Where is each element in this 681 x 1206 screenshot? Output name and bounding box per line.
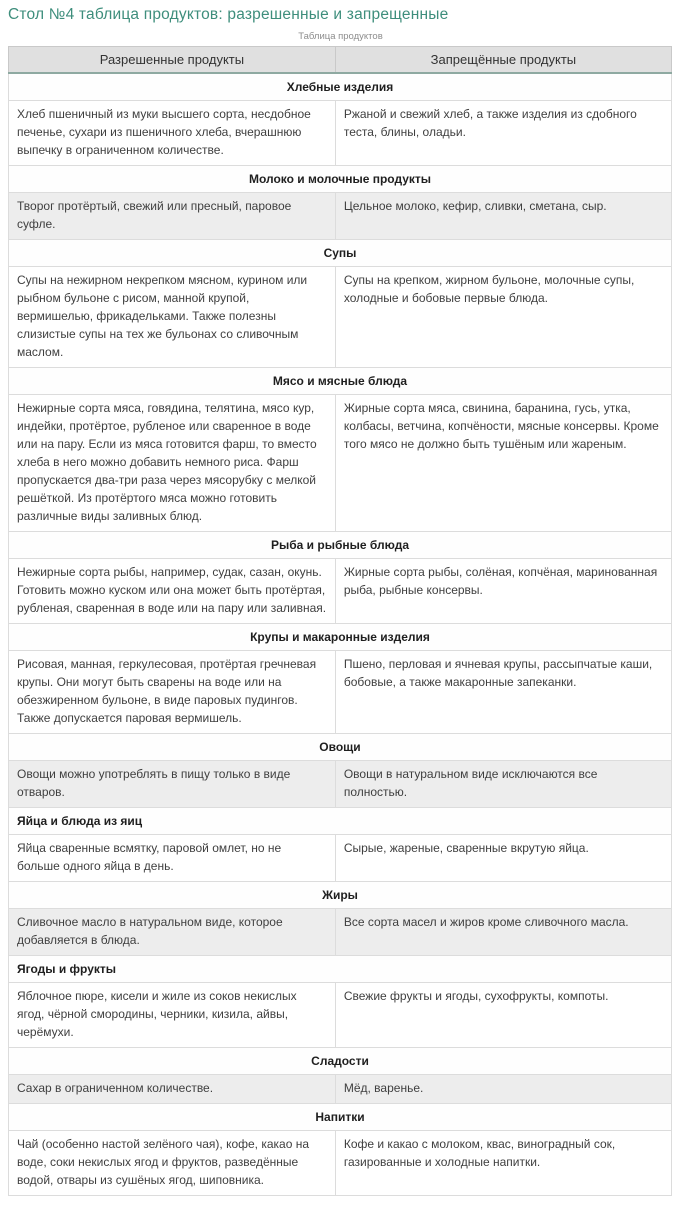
- section-header: Молоко и молочные продукты: [9, 166, 672, 193]
- data-row: [9, 761, 672, 808]
- section-header: Мясо и мясные блюда: [9, 368, 672, 395]
- forbidden-cell: Все сорта масел и жиров кроме сливочного масла.: [335, 909, 671, 956]
- forbidden-cell: Супы на крепком, жирном бульоне, молочные супы, холодные и бобовые первые блюда.: [335, 267, 671, 368]
- forbidden-cell: Жирные сорта мяса, свинина, баранина, гусь, утка, колбасы, ветчина, копчёности, мясные консервы. Кроме того мясо не должно быть тушёным или жареным.: [335, 395, 671, 532]
- section-row: [9, 240, 672, 267]
- allowed-cell: Сахар в ограниченном количестве.: [9, 1075, 336, 1104]
- allowed-cell: Сливочное масло в натуральном виде, которое добавляется в блюда.: [9, 909, 336, 956]
- data-row: [9, 1131, 672, 1196]
- table-header: [9, 47, 672, 74]
- forbidden-cell: Кофе и какао с молоком, квас, виноградный сок, газированные и холодные напитки.: [335, 1131, 671, 1196]
- allowed-cell: Хлеб пшеничный из муки высшего сорта, несдобное печенье, сухари из пшеничного хлеба, вчерашнюю выпечку в ограниченном количестве.: [9, 101, 336, 166]
- section-row: [9, 882, 672, 909]
- forbidden-cell: Овощи в натуральном виде исключаются все полностью.: [335, 761, 671, 808]
- data-row: [9, 835, 672, 882]
- forbidden-cell: Ржаной и свежий хлеб, а также изделия из сдобного теста, блины, оладьи.: [335, 101, 671, 166]
- allowed-cell: Нежирные сорта рыбы, например, судак, сазан, окунь. Готовить можно куском или она может быть протёртая, рубленая, сваренная в воде или на пару или заливная.: [9, 559, 336, 624]
- section-row: [9, 808, 672, 835]
- header-row: [9, 47, 672, 74]
- section-header: Яйца и блюда из яиц: [9, 808, 672, 835]
- allowed-cell: Рисовая, манная, геркулесовая, протёртая гречневая крупы. Они могут быть сварены на воде или на обезжиренном бульоне, в виде паровых пудингов. Также допускается паровая вермишель.: [9, 651, 336, 734]
- section-row: [9, 368, 672, 395]
- forbidden-cell: Пшено, перловая и ячневая крупы, рассыпчатые каши, бобовые, а также макаронные запеканки.: [335, 651, 671, 734]
- data-row: [9, 395, 672, 532]
- section-row: [9, 1048, 672, 1075]
- data-row: [9, 193, 672, 240]
- page-title: Стол №4 таблица продуктов: разрешенные и запрещенные: [8, 6, 449, 23]
- forbidden-cell: Мёд, варенье.: [335, 1075, 671, 1104]
- data-row: [9, 983, 672, 1048]
- forbidden-cell: Свежие фрукты и ягоды, сухофрукты, компоты.: [335, 983, 671, 1048]
- allowed-cell: Овощи можно употреблять в пищу только в виде отваров.: [9, 761, 336, 808]
- allowed-cell: Яблочное пюре, кисели и жиле из соков некислых ягод, чёрной смородины, черники, кизила, айвы, черёмухи.: [9, 983, 336, 1048]
- column-header-forbidden: Запрещённые продукты: [335, 47, 671, 74]
- data-row: [9, 651, 672, 734]
- forbidden-cell: Сырые, жареные, сваренные вкрутую яйца.: [335, 835, 671, 882]
- data-row: [9, 559, 672, 624]
- section-header: Жиры: [9, 882, 672, 909]
- section-header: Овощи: [9, 734, 672, 761]
- allowed-cell: Супы на нежирном некрепком мясном, курином или рыбном бульоне с рисом, манной крупой, вермишелью, фрикадельками. Также полезны слизистые супы на тех же бульонах со сливочным маслом.: [9, 267, 336, 368]
- allowed-cell: Чай (особенно настой зелёного чая), кофе, какао на воде, соки некислых ягод и фруктов, разведённые водой, отвары из сушёных ягод, шиповника.: [9, 1131, 336, 1196]
- data-row: [9, 267, 672, 368]
- data-row: [9, 101, 672, 166]
- data-row: [9, 909, 672, 956]
- section-row: [9, 166, 672, 193]
- section-header: Хлебные изделия: [9, 73, 672, 101]
- allowed-cell: Нежирные сорта мяса, говядина, телятина, мясо кур, индейки, протёртое, рубленое или сваренное в воде или на пару. Если из мяса готовится фарш, то вместо хлеба в него можно добавить немного риса. Фарш пропускается два-три раза через мясорубку с мелкой решёткой. Из протёртого мяса можно готовить различные виды заливных блюд.: [9, 395, 336, 532]
- section-row: [9, 956, 672, 983]
- section-row: [9, 624, 672, 651]
- section-header: Супы: [9, 240, 672, 267]
- table-caption: Таблица продуктов: [298, 31, 383, 42]
- column-header-allowed: Разрешенные продукты: [9, 47, 336, 74]
- section-row: [9, 1104, 672, 1131]
- section-row: [9, 734, 672, 761]
- data-row: [9, 1075, 672, 1104]
- section-row: [9, 73, 672, 101]
- allowed-cell: Яйца сваренные всмятку, паровой омлет, но не больше одного яйца в день.: [9, 835, 336, 882]
- section-header: Ягоды и фрукты: [9, 956, 672, 983]
- section-header: Сладости: [9, 1048, 672, 1075]
- section-header: Крупы и макаронные изделия: [9, 624, 672, 651]
- forbidden-cell: Жирные сорта рыбы, солёная, копчёная, маринованная рыба, рыбные консервы.: [335, 559, 671, 624]
- allowed-cell: Творог протёртый, свежий или пресный, паровое суфле.: [9, 193, 336, 240]
- section-header: Рыба и рыбные блюда: [9, 532, 672, 559]
- section-row: [9, 532, 672, 559]
- forbidden-cell: Цельное молоко, кефир, сливки, сметана, сыр.: [335, 193, 671, 240]
- section-header: Напитки: [9, 1104, 672, 1131]
